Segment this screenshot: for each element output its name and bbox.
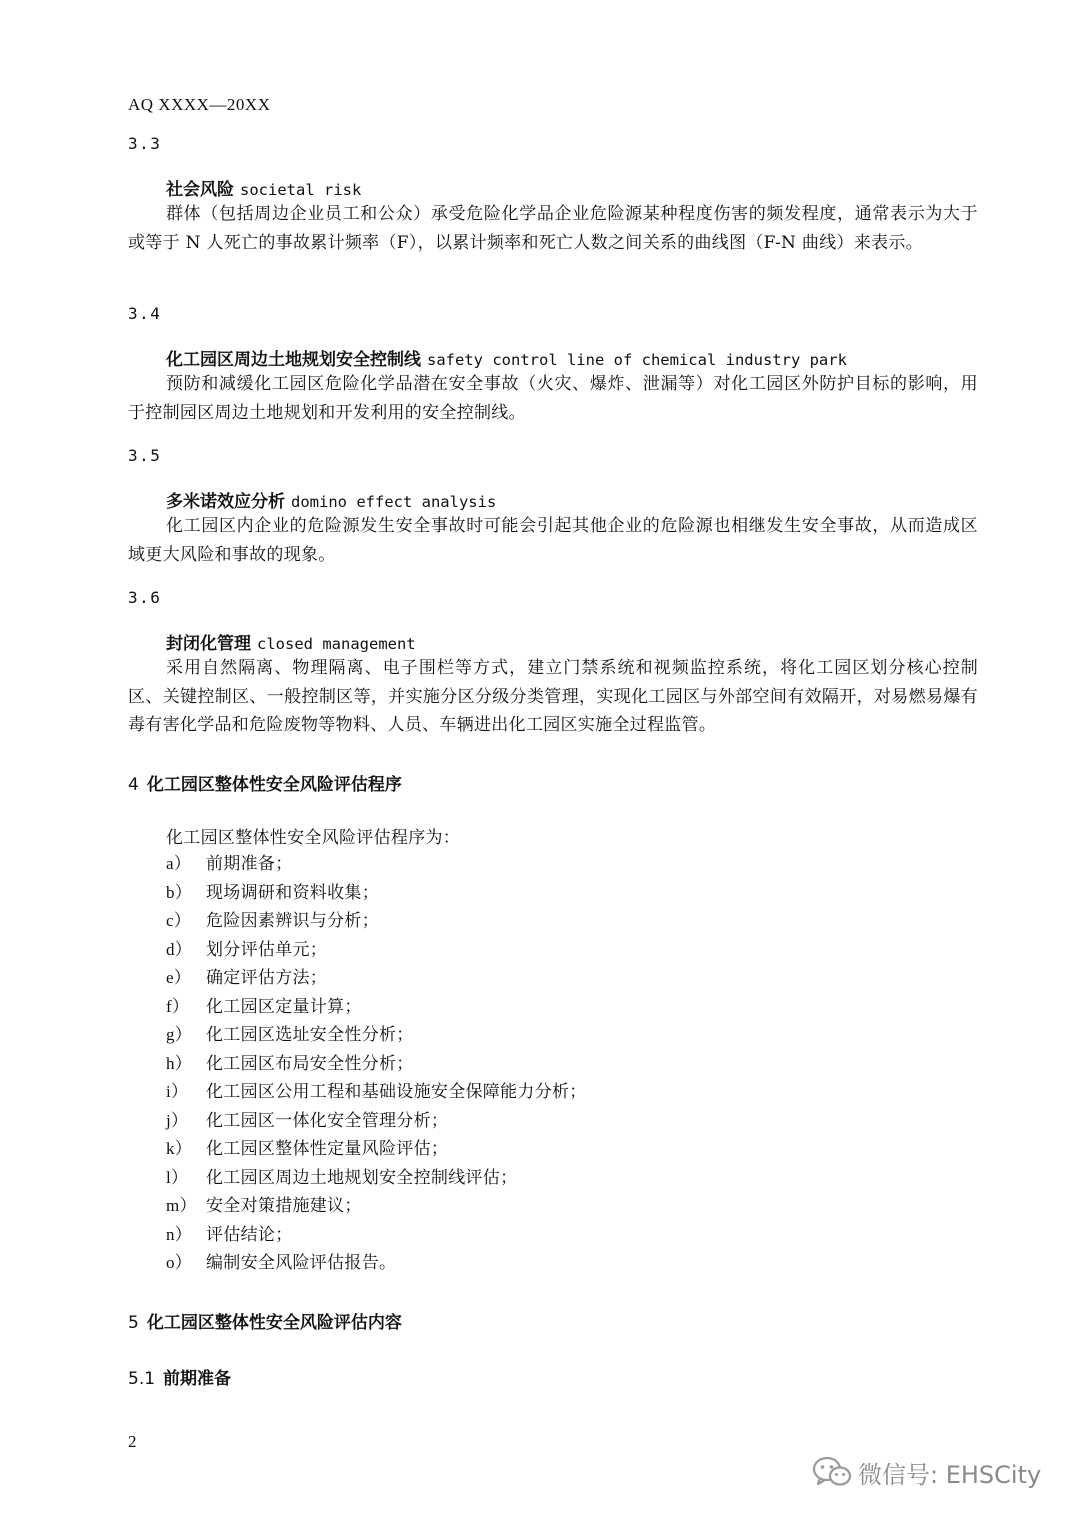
term-english: domino effect analysis <box>291 493 497 511</box>
section-heading-5 <box>128 1308 402 1333</box>
term-chinese: 封闭化管理 <box>166 634 251 654</box>
list-item <box>166 1107 587 1136</box>
list-marker: k） <box>166 1139 193 1158</box>
term-definition: 预防和减缓化工园区危险化学品潜在安全事故（火灾、爆炸、泄漏等）对化工园区外防护目标的影响，用于控制园区周边土地规划和开发利用的安全控制线。 <box>128 374 978 423</box>
section-title: 化工园区整体性安全风险评估内容 <box>146 1313 402 1333</box>
term-chinese: 化工园区周边土地规划安全控制线 <box>166 350 421 370</box>
term-english: closed management <box>257 635 416 653</box>
term-title <box>166 175 361 200</box>
list-item <box>166 964 587 993</box>
list-marker: b） <box>166 882 193 902</box>
list-marker: j） <box>166 1110 189 1130</box>
list-item <box>166 1164 587 1193</box>
section-number: 5.1 <box>128 1369 156 1389</box>
section-heading-4 <box>128 770 402 795</box>
list-item <box>166 1021 587 1050</box>
section-number: 4 <box>128 775 139 795</box>
list-marker: g） <box>166 1025 193 1044</box>
list-item <box>166 1192 587 1221</box>
standard-code: AQ XXXX—20XX <box>128 95 271 114</box>
list-item <box>166 1221 587 1250</box>
list-text: 安全对策措施建议； <box>206 1196 362 1216</box>
clause-number: 3.4 <box>128 304 162 323</box>
list-marker: i） <box>166 1082 189 1101</box>
section-title: 前期准备 <box>163 1369 232 1389</box>
list-text: 划分评估单元； <box>206 939 328 960</box>
section-number: 5 <box>128 1313 139 1333</box>
list-item <box>166 850 587 879</box>
term-english: societal risk <box>240 181 362 199</box>
list-text: 化工园区公用工程和基础设施安全保障能力分析； <box>206 1082 587 1102</box>
term-chinese: 社会风险 <box>166 180 234 200</box>
term-english: safety control line of chemical industry park <box>427 351 847 369</box>
subsection-heading-5-1 <box>128 1364 231 1389</box>
list-text: 化工园区一体化安全管理分析； <box>206 1110 449 1131</box>
term-chinese: 多米诺效应分析 <box>166 492 285 512</box>
term-title <box>166 345 847 370</box>
list-marker: l） <box>166 1167 189 1187</box>
list-item <box>166 1050 587 1079</box>
list-text: 评估结论； <box>206 1224 293 1245</box>
procedure-step-list <box>166 850 587 1278</box>
list-marker: h） <box>166 1053 193 1073</box>
clause-number: 3.5 <box>128 446 162 465</box>
wechat-icon <box>812 1455 852 1489</box>
list-text: 确定评估方法； <box>206 968 328 988</box>
list-item <box>166 1078 587 1107</box>
list-marker: c） <box>166 911 192 930</box>
watermark-text: 微信号: EHSCity <box>858 1460 1042 1489</box>
page-number: 2 <box>128 1432 137 1451</box>
list-marker: f） <box>166 996 190 1016</box>
list-item <box>166 936 587 965</box>
list-item <box>166 879 587 908</box>
list-text: 化工园区周边土地规划安全控制线评估； <box>206 1167 518 1188</box>
list-text: 化工园区布局安全性分析； <box>206 1053 414 1074</box>
term-definition: 化工园区内企业的危险源发生安全事故时可能会引起其他企业的危险源也相继发生安全事故，从而造成区域更大风险和事故的现象。 <box>128 516 978 565</box>
list-item <box>166 907 587 936</box>
list-marker: a） <box>166 854 192 873</box>
list-marker: o） <box>166 1253 193 1272</box>
list-item <box>166 1249 587 1278</box>
list-marker: n） <box>166 1224 193 1244</box>
list-text: 前期准备； <box>206 854 293 874</box>
list-text: 现场调研和资料收集； <box>206 882 379 903</box>
clause-number: 3.6 <box>128 588 162 607</box>
clause-number: 3.3 <box>128 134 162 153</box>
list-text: 化工园区整体性定量风险评估； <box>206 1139 449 1159</box>
list-marker: e） <box>166 968 192 987</box>
list-item <box>166 1135 587 1164</box>
list-text: 危险因素辨识与分析； <box>206 911 379 931</box>
term-title <box>166 629 416 654</box>
list-text: 化工园区选址安全性分析； <box>206 1025 414 1045</box>
list-item <box>166 993 587 1022</box>
term-definition: 采用自然隔离、物理隔离、电子围栏等方式，建立门禁系统和视频监控系统，将化工园区划分核心控制区、关键控制区、一般控制区等，并实施分区分级分类管理，实现化工园区与外部空间有效隔开，对易燃易爆有毒有害化学品和危险废物等物料、人员、车辆进出化工园区实施全过程监管。 <box>128 658 978 735</box>
term-definition: 群体（包括周边企业员工和公众）承受危险化学品企业危险源某种程度伤害的频发程度，通常表示为大于或等于 N 人死亡的事故累计频率（F），以累计频率和死亡人数之间关系的曲线图（F-N 曲线）来表示。 <box>128 204 978 253</box>
list-marker: m） <box>166 1196 197 1215</box>
wechat-watermark <box>812 1452 1041 1492</box>
list-text: 化工园区定量计算； <box>206 996 362 1017</box>
term-title <box>166 487 496 512</box>
section-title: 化工园区整体性安全风险评估程序 <box>146 775 402 795</box>
procedure-intro: 化工园区整体性安全风险评估程序为： <box>166 828 461 848</box>
list-text: 编制安全风险评估报告。 <box>206 1253 397 1273</box>
list-marker: d） <box>166 939 193 959</box>
